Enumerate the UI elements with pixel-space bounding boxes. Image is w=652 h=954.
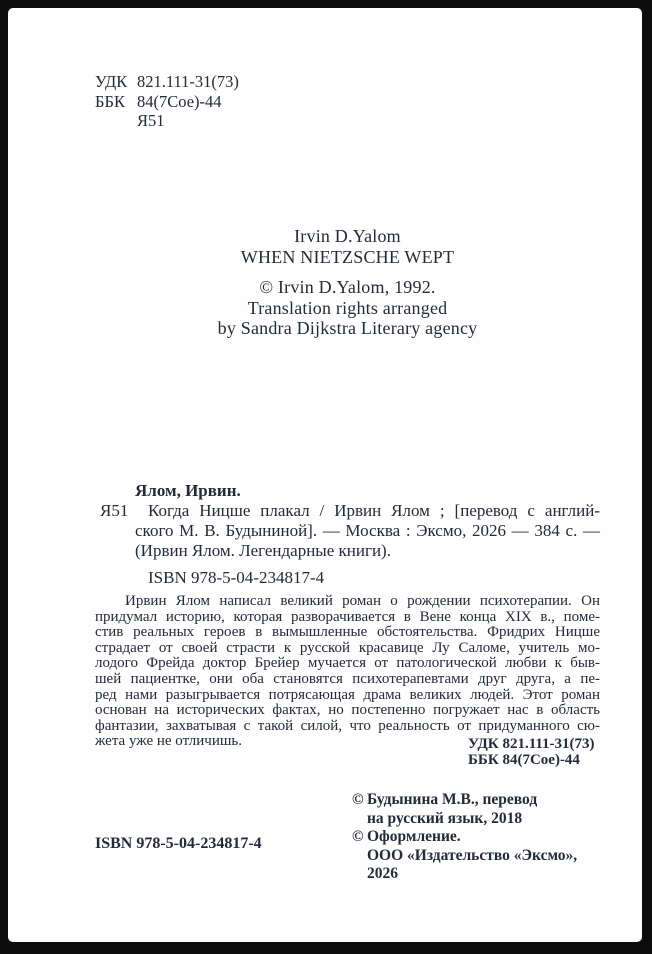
catalog-heading: Ялом, Ирвин. <box>135 481 241 500</box>
copyright-credits <box>352 791 600 884</box>
bottom-udk: УДК 821.111-31(73) <box>468 736 595 752</box>
udk-value: 821.111-31(73) <box>137 72 239 91</box>
catalog-paragraph <box>135 501 600 561</box>
copyright-symbol: © <box>352 791 364 808</box>
top-classification-codes <box>95 72 239 131</box>
annotation-line: жета уже не отличишь. <box>95 733 242 750</box>
udk-row <box>95 72 239 92</box>
annotation-line: шей пациентке, они оба становятся психотерапевтами друг друга, а пе- <box>95 670 600 687</box>
credit-line: на русский язык, 2018 <box>367 809 523 827</box>
catalog-line: (Ирвин Ялом. Легендарные книги). <box>135 541 391 560</box>
credit-lines <box>367 828 600 884</box>
author-code: Я51 <box>137 111 165 130</box>
original-author: Irvin D.Yalom <box>294 226 401 246</box>
annotation-line: лодого Фрейда доктор Брейер мучается от патологической любви к быв- <box>95 655 600 672</box>
credit-group-translation <box>352 791 600 828</box>
bottom-bbk: ББК 84(7Сое)-44 <box>468 751 580 768</box>
bottom-classification-codes <box>468 737 595 769</box>
book-imprint-page <box>8 8 642 942</box>
author-code-row <box>95 111 239 131</box>
original-copyright: © Irvin D.Yalom, 1992. <box>259 277 436 297</box>
original-title: WHEN NIETZSCHE WEPT <box>240 246 455 267</box>
catalog-isbn: ISBN 978-5-04-234817-4 <box>148 568 325 587</box>
original-title-block <box>95 226 600 339</box>
footer-isbn: ISBN 978-5-04-234817-4 <box>95 835 262 852</box>
credit-group-design <box>352 828 600 884</box>
annotation <box>95 594 600 750</box>
credit-line: Будынина М.В., перевод <box>367 791 538 808</box>
udk-label: УДК <box>95 72 128 91</box>
catalog-entry <box>95 481 600 588</box>
annotation-line: Ирвин Ялом написал великий роман о рождении психотерапии. Он <box>125 593 600 609</box>
credit-line: ООО «Издательство «Эксмо», 2026 <box>367 846 578 883</box>
credit-line: Оформление. <box>367 828 461 846</box>
bbk-row <box>95 92 239 112</box>
annotation-line: ред нами разыгрывается потрясающая драма великих людей. Этот роман <box>95 686 600 703</box>
bbk-label: ББК <box>95 91 125 111</box>
spacer <box>95 267 600 277</box>
catalog-line: ского М. В. Будыниной]. — Москва : Эксмо, 2026 — 384 с. — <box>135 521 600 540</box>
bbk-value: 84(7Сое)-44 <box>137 91 222 111</box>
text-column <box>95 8 600 942</box>
annotation-line: стив реальных героев в вымышленные обстоятельства. Фридрих Ницше <box>95 624 600 641</box>
annotation-line: страдает от своей страсти к русской красавице Лу Саломе, учитель мо- <box>95 639 600 656</box>
translation-rights-line2: by Sandra Dijkstra Literary agency <box>217 318 478 338</box>
annotation-line: основан на исторических фактах, но постепенно погружает нас в область <box>95 702 600 719</box>
catalog-code: Я51 <box>100 501 129 520</box>
annotation-line: фантазии, захватывая с такой силой, что реальность от придуманного сю- <box>95 717 600 734</box>
translation-rights-line1: Translation rights arranged <box>247 297 448 318</box>
catalog-line: Когда Ницше плакал / Ирвин Ялом ; [перевод с англий- <box>148 501 600 520</box>
annotation-line: придумал историю, которая разворачивается в Вене конца XIX в., поме- <box>95 608 600 625</box>
credit-lines <box>367 791 537 828</box>
copyright-symbol: © <box>352 828 364 846</box>
